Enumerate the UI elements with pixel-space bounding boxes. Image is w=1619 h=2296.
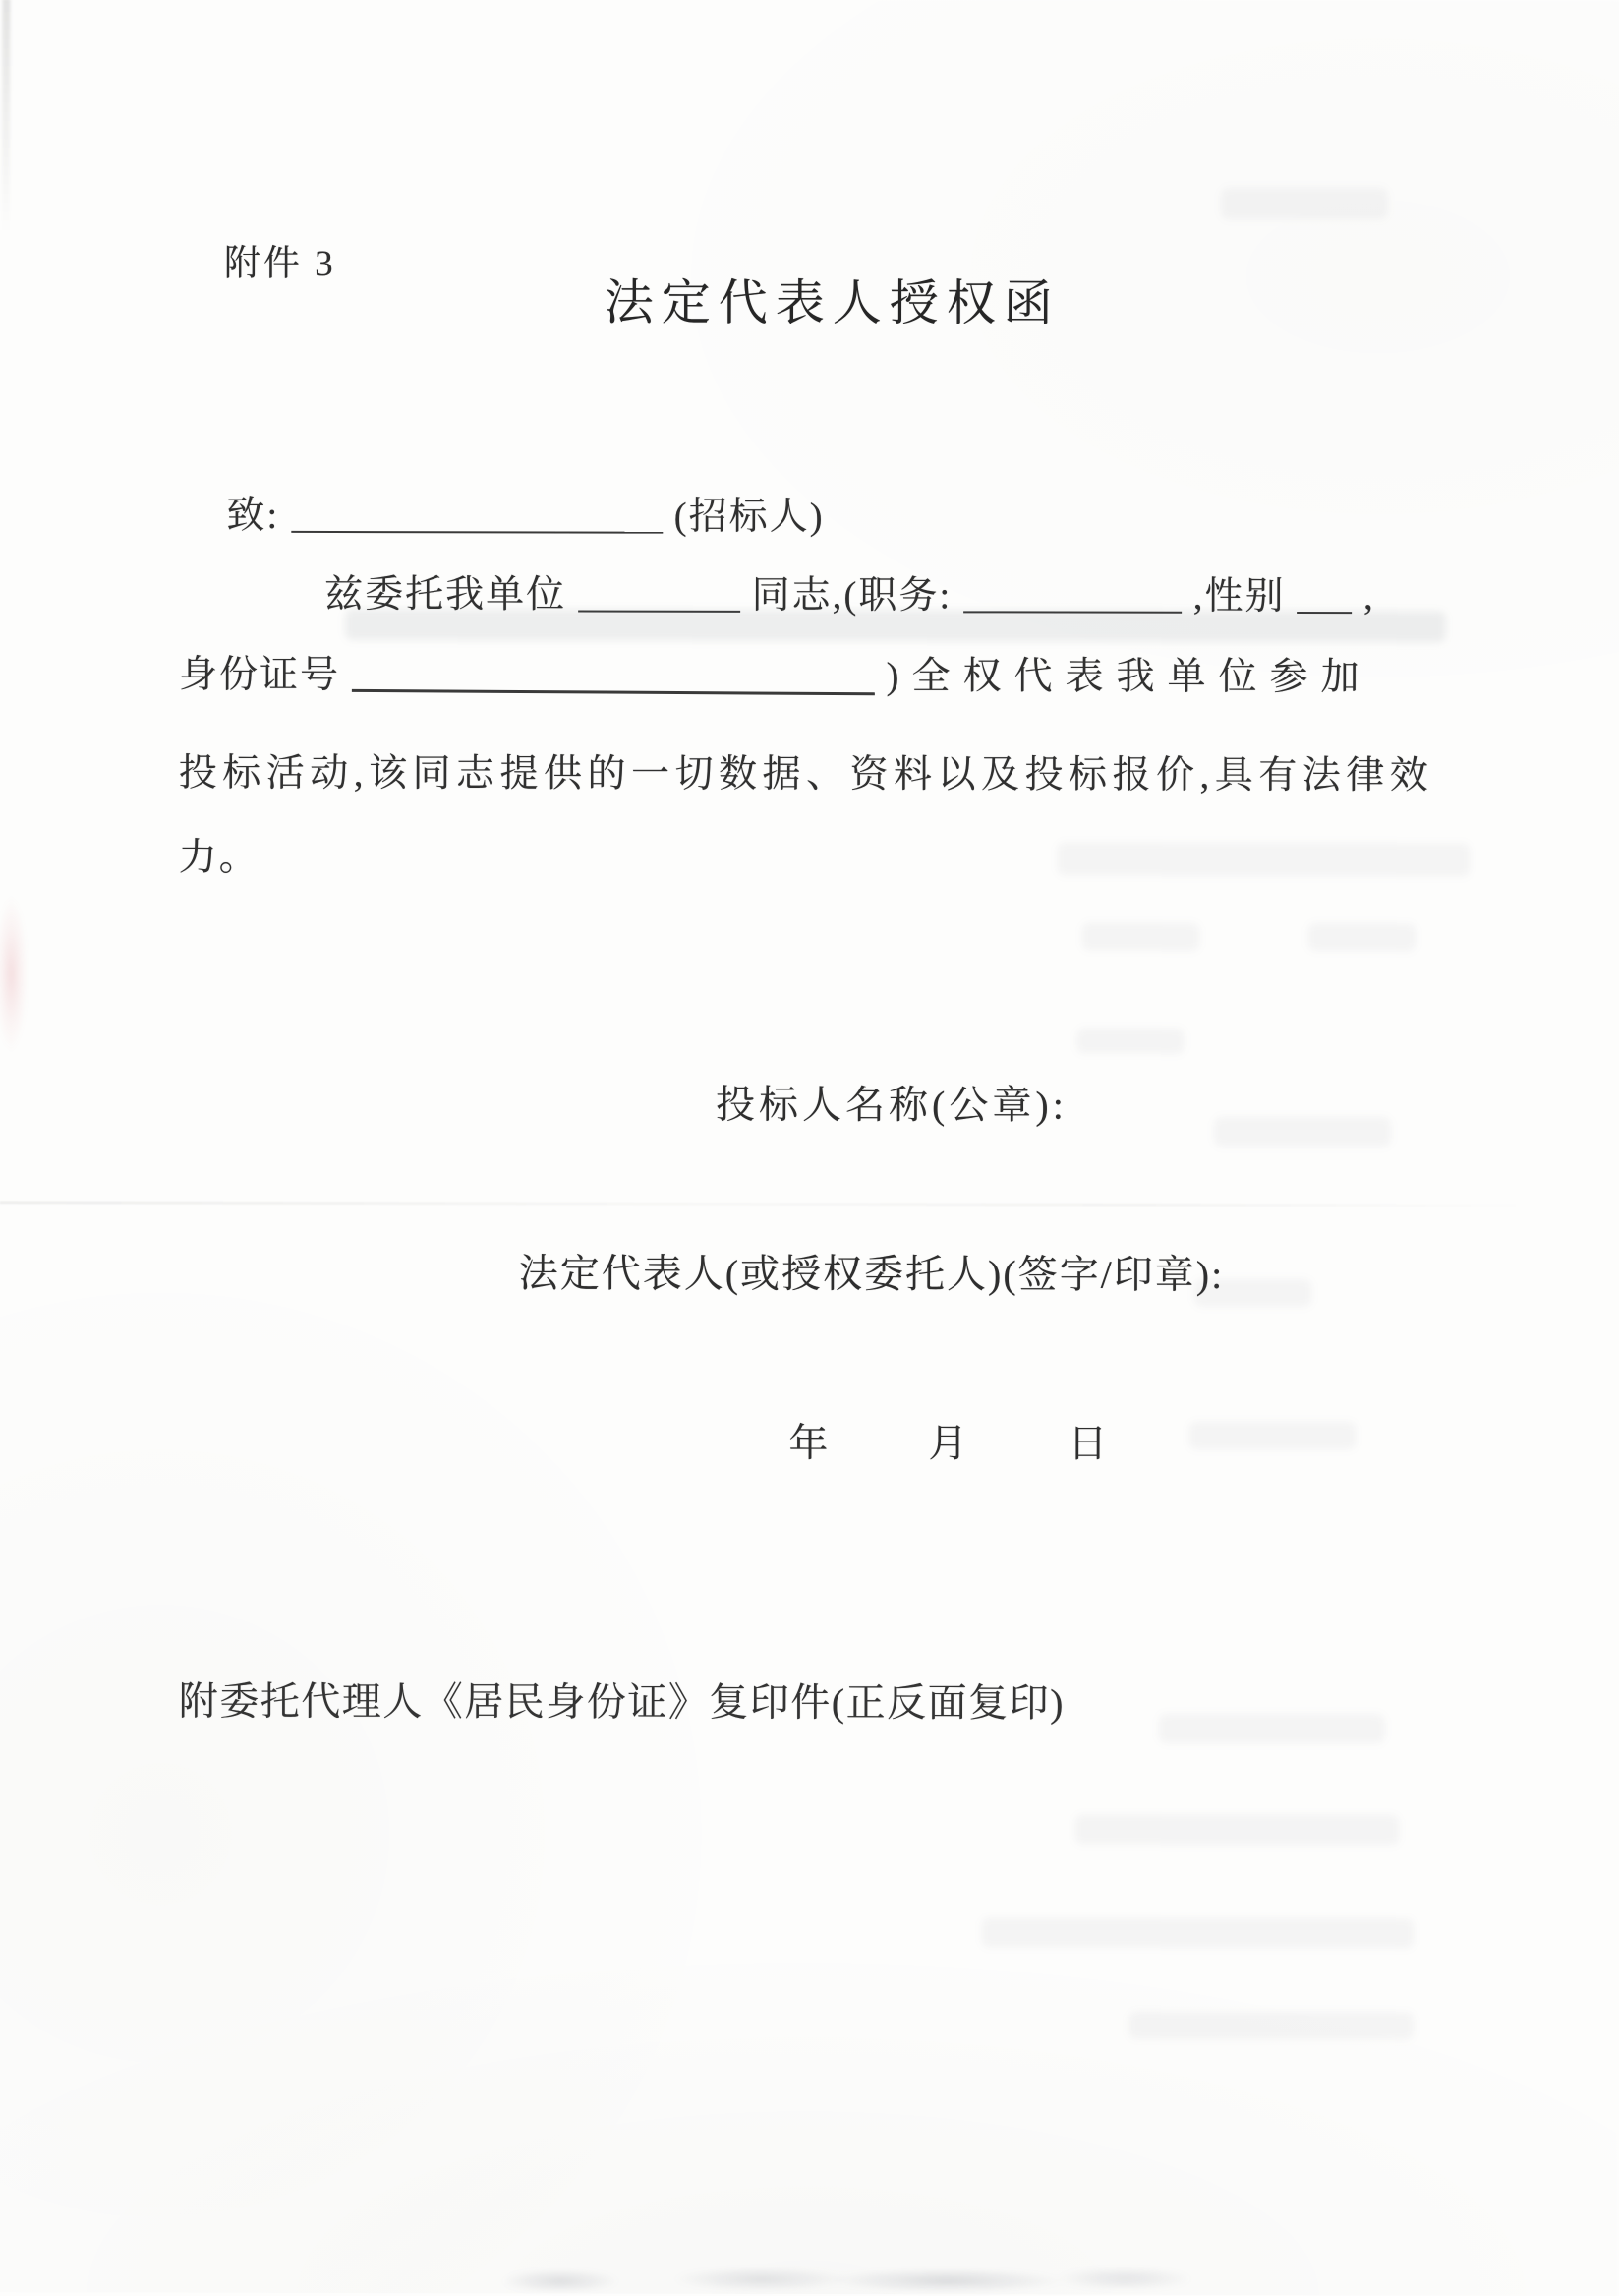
addressee-line <box>226 485 824 541</box>
bleedthrough-mark <box>1058 843 1471 877</box>
blank-id-number <box>352 649 875 695</box>
bleedthrough-mark <box>1128 2012 1414 2040</box>
addressee-prefix: 致: <box>226 494 280 537</box>
entrust-seg4: , <box>1362 575 1375 618</box>
attachment-label: 附件 3 <box>223 243 336 284</box>
scan-bottom-streak <box>468 2267 1241 2292</box>
blank-agent-name <box>578 570 740 613</box>
scan-edge-shadow <box>2 0 11 234</box>
bleedthrough-mark <box>1159 1714 1385 1743</box>
entrust-seg3: ,性别 <box>1192 574 1286 618</box>
id-number-prefix: 身份证号 <box>178 653 341 696</box>
entrust-seg2: 同志,(职务: <box>751 573 953 618</box>
body-line-5: 力。 <box>178 836 260 879</box>
bleedthrough-mark <box>1188 1422 1356 1449</box>
blank-duty <box>963 570 1182 613</box>
date-year-label: 年 <box>788 1420 829 1466</box>
entrust-seg1: 兹委托我单位 <box>324 572 567 617</box>
bleedthrough-mark <box>1081 923 1199 951</box>
addressee-suffix: (招标人) <box>673 495 825 539</box>
bleedthrough-mark <box>1214 1117 1391 1147</box>
bleedthrough-mark <box>1221 188 1388 219</box>
red-edge-smudge <box>0 895 29 1052</box>
bidder-seal-label: 投标人名称(公章): <box>716 1082 1068 1128</box>
date-line <box>788 1412 1107 1469</box>
bleedthrough-mark <box>345 609 1446 642</box>
date-day-label: 日 <box>1068 1421 1108 1466</box>
bleedthrough-mark <box>1307 923 1416 951</box>
body-line-4: 投标活动,该同志提供的一切数据、资料以及投标报价,具有法律效 <box>178 751 1434 797</box>
id-copy-note: 附委托代理人《居民身份证》复印件(正反面复印) <box>178 1678 1066 1726</box>
document-title: 法定代表人授权函 <box>604 274 1061 331</box>
bleedthrough-mark <box>1076 1029 1185 1054</box>
bleedthrough-mark <box>981 1917 1414 1948</box>
blank-tenderer-name <box>291 491 663 534</box>
bleedthrough-mark <box>1194 1279 1312 1307</box>
id-number-line <box>179 644 1372 702</box>
id-number-suffix: )全权代表我单位参加 <box>886 655 1372 699</box>
blank-gender <box>1297 571 1352 614</box>
date-month-label: 月 <box>928 1421 968 1466</box>
legal-rep-signature-label: 法定代表人(或授权委托人)(签字/印章): <box>518 1251 1225 1297</box>
bleedthrough-mark <box>1075 1815 1400 1846</box>
fold-crease <box>0 1201 1619 1207</box>
